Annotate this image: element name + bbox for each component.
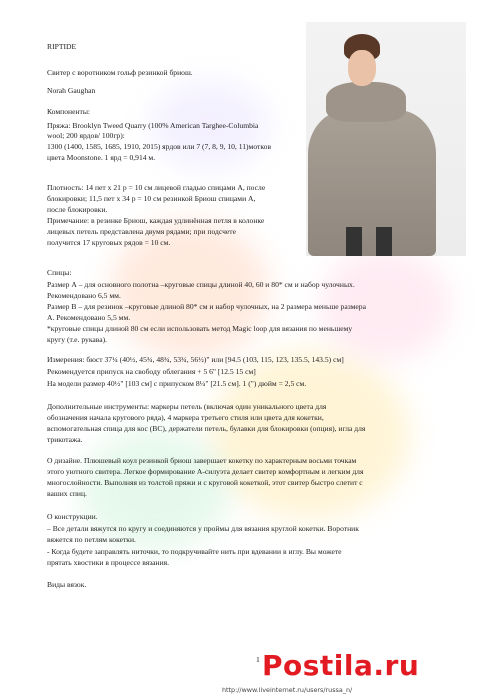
yarn-line: wool; 200 ярдов/ 100гр): bbox=[47, 131, 125, 140]
gauge-line: Примечание: в резинке Бриош, каждая удлинённая петля в колонке bbox=[47, 216, 265, 225]
leg-shape bbox=[376, 227, 392, 256]
closing-text: Виды вязок. bbox=[47, 580, 87, 589]
construction-line: вяжется по петлям кокетки. bbox=[47, 535, 136, 544]
design-line: многослойности. Выполняя из толстой пряжи и с круговой кокеткой, этот свитер быстро слетит с bbox=[47, 478, 363, 487]
gauge-line: получится 17 круговых рядов = 10 см. bbox=[47, 238, 171, 247]
sweater-shape bbox=[308, 110, 436, 256]
tools-line: обозначения начала кругового ряда), 4 маркера третьего стиля или цвета для кокетки, bbox=[47, 413, 324, 422]
construction-line: О конструкции. bbox=[47, 512, 98, 521]
needles-line: Размер В – для резинок –круговые длиной 80* см и набор чулочных, на 2 размера меньше размера bbox=[47, 302, 366, 311]
page-number: 1 bbox=[256, 655, 260, 664]
needles-line: кругу (т.е. рукава). bbox=[47, 335, 108, 344]
tools-line: трикотажа. bbox=[47, 435, 83, 444]
gauge-line: блокировки; 11,5 пет x 34 р = 10 см резинкой Бриош спицами А, bbox=[47, 194, 256, 203]
needles-line: А. Рекомендовано 5,5 мм. bbox=[47, 313, 131, 322]
doc-subtitle: Свитер с воротником гольф резинкой бриош. bbox=[47, 68, 193, 77]
tools-line: вспомогательная спица для кос (ВС), держатели петель, булавки для блокировки (опция), игла для bbox=[47, 424, 366, 433]
needles-line: Рекомендовано 6,5 мм. bbox=[47, 291, 121, 300]
tools-line: Дополнительные инструменты: маркеры петель (включая один уникального цвета для bbox=[47, 402, 327, 411]
measurements-line: Рекомендуется припуск на свободу облегания + 5 6" [12.5 15 см] bbox=[47, 367, 256, 376]
sweater-model-photo bbox=[306, 22, 466, 256]
doc-author: Norah Gaughan bbox=[47, 86, 96, 95]
gauge-line: после блокировки. bbox=[47, 205, 108, 214]
design-line: этого уютного свитера. Легкое формирование А-силуэта делает свитер комфортным и легким для bbox=[47, 467, 364, 476]
construction-line: - Когда будете заправлять ниточки, то подкручивайте нить при вдевании в иглу. Вы можете bbox=[47, 547, 342, 556]
design-line: ваших спиц. bbox=[47, 489, 87, 498]
collar-shape bbox=[326, 82, 406, 122]
gauge-line: лицевых петель представлена двумя рядами; при подсчете bbox=[47, 227, 236, 236]
construction-line: – Все детали вяжутся по кругу и соединяются у проймы для вязания круглой кокетки. Воротник bbox=[47, 524, 359, 533]
postila-logo: Postila.ru bbox=[262, 649, 420, 682]
needles-line: Спицы: bbox=[47, 268, 72, 277]
measurements-line: На модели размер 40½" [103 см] с припуском 8¼" [21.5 см]. 1 (") дюйм = 2,5 см. bbox=[47, 379, 307, 388]
yarn-line: 1300 (1400, 1585, 1685, 1910, 2015) ярдов или 7 (7, 8, 9, 10, 11)мотков bbox=[47, 142, 272, 151]
components-heading: Компоненты: bbox=[47, 107, 91, 116]
yarn-line: цвета Moonstone. 1 ярд = 0,914 м. bbox=[47, 153, 156, 162]
doc-title: RIPTIDE bbox=[47, 42, 77, 51]
gauge-line: Плотность: 14 пет x 21 р = 10 см лицевой гладью спицами А, после bbox=[47, 183, 266, 192]
construction-line: прятать хвостики в процессе вязания. bbox=[47, 558, 170, 567]
source-url: http://www.liveinternet.ru/users/russa_n/ bbox=[222, 686, 353, 694]
design-line: О дизайне. Плюшевый коул резинкой бриош завершает кокетку по характерным восьми точкам bbox=[47, 456, 357, 465]
face-shape bbox=[348, 50, 376, 86]
yarn-line: Пряжа: Brooklyn Tweed Quarry (100% American Targhee-Columbia bbox=[47, 121, 259, 130]
needles-line: *круговые спицы длиной 80 см если использовать метод Magic loop для вязания по меньшему bbox=[47, 324, 353, 333]
needles-line: Размер А – для основного полотна –круговые спицы длиной 40, 60 и 80* см и набор чулочных. bbox=[47, 280, 355, 289]
measurements-line: Измерения: бюст 37¼ (40½, 45¾, 48¾, 53¾, 56½)" или [94.5 (103, 115, 123, 135.5, 143.5) см] bbox=[47, 355, 344, 364]
leg-shape bbox=[346, 227, 362, 256]
